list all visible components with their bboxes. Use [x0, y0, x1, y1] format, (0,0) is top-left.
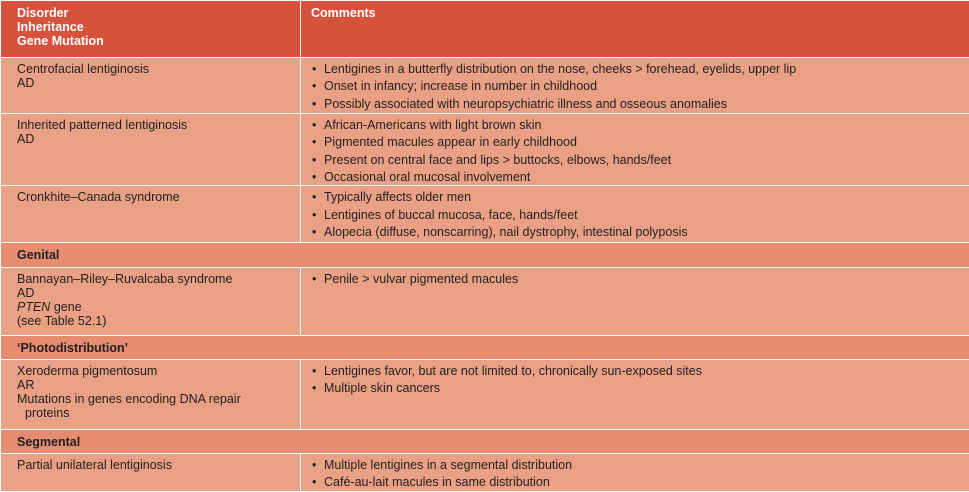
- disorder-cell: [1, 186, 301, 243]
- bullet-icon: •: [312, 381, 316, 395]
- header-row: [1, 1, 969, 58]
- table-row: [1, 359, 969, 429]
- disorder-cell: [1, 267, 301, 335]
- disorder-cell: [1, 58, 301, 114]
- comment-text: Typically affects older men: [324, 190, 471, 204]
- gene-mutation: [17, 300, 294, 314]
- bullet-icon: •: [312, 272, 316, 286]
- disorder-name: Bannayan–Riley–Ruvalcaba syndrome: [17, 272, 294, 286]
- comment-list: [311, 364, 963, 396]
- bullet-icon: •: [312, 118, 316, 132]
- comment-text: Possibly associated with neuropsychiatric illness and osseous anomalies: [324, 97, 727, 111]
- comment-item: [311, 190, 963, 204]
- comment-item: [311, 458, 963, 472]
- comment-text: Café-au-lait macules in same distribution: [324, 475, 550, 489]
- table-row: [1, 58, 969, 114]
- gene-symbol: PTEN: [17, 300, 50, 314]
- comment-item: [311, 97, 963, 111]
- table-row: [1, 453, 969, 491]
- disorder-name: Xeroderma pigmentosum: [17, 364, 294, 378]
- comment-text: Multiple skin cancers: [324, 381, 440, 395]
- gene-word: gene: [54, 300, 82, 314]
- comment-text: Occasional oral mucosal involvement: [324, 170, 530, 184]
- comment-text: Multiple lentigines in a segmental distribution: [324, 458, 572, 472]
- comment-list: [311, 62, 963, 111]
- table-reference: (see Table 52.1): [17, 314, 294, 328]
- disorder-cell: [1, 114, 301, 186]
- comment-item: [311, 381, 963, 395]
- comment-text: African-Americans with light brown skin: [324, 118, 541, 132]
- comment-text: Lentigines in a butterfly distribution on the nose, cheeks > forehead, eyelids, upper lip: [324, 62, 796, 76]
- comment-item: [311, 475, 963, 489]
- comment-text: Lentigines favor, but are not limited to, chronically sun-exposed sites: [324, 364, 702, 378]
- disorder-cell: [1, 453, 301, 491]
- header-disorder-line: Disorder: [17, 6, 294, 20]
- comment-item: [311, 225, 963, 239]
- gene-mutation: Mutations in genes encoding DNA repair: [17, 392, 294, 406]
- section-row: [1, 429, 969, 453]
- bullet-icon: •: [312, 225, 316, 239]
- comment-item: [311, 79, 963, 93]
- bullet-icon: •: [312, 170, 316, 184]
- comment-item: [311, 118, 963, 132]
- bullet-icon: •: [312, 208, 316, 222]
- table-row: [1, 267, 969, 335]
- inheritance: AD: [17, 76, 294, 90]
- bullet-icon: •: [312, 135, 316, 149]
- disorder-name: Cronkhite–Canada syndrome: [17, 190, 294, 204]
- comment-list: [311, 118, 963, 184]
- comment-text: Pigmented macules appear in early childhood: [324, 135, 577, 149]
- comment-item: [311, 153, 963, 167]
- section-row: [1, 335, 969, 359]
- bullet-icon: •: [312, 97, 316, 111]
- comment-item: [311, 62, 963, 76]
- comment-item: [311, 272, 963, 286]
- comment-item: [311, 135, 963, 149]
- bullet-icon: •: [312, 79, 316, 93]
- bullet-icon: •: [312, 153, 316, 167]
- bullet-icon: •: [312, 364, 316, 378]
- header-disorder: [1, 1, 301, 58]
- bullet-icon: •: [312, 190, 316, 204]
- comment-text: Lentigines of buccal mucosa, face, hands/feet: [324, 208, 578, 222]
- comment-text: Penile > vulvar pigmented macules: [324, 272, 518, 286]
- disorder-cell: [1, 359, 301, 429]
- bullet-icon: •: [312, 475, 316, 489]
- inheritance: AD: [17, 286, 294, 300]
- disorder-name: Inherited patterned lentiginosis: [17, 118, 294, 132]
- comment-text: Present on central face and lips > buttocks, elbows, hands/feet: [324, 153, 671, 167]
- inheritance: AD: [17, 132, 294, 146]
- disorder-name: Partial unilateral lentiginosis: [17, 458, 294, 472]
- table-row: [1, 114, 969, 186]
- inheritance: AR: [17, 378, 294, 392]
- table-row: [1, 186, 969, 243]
- gene-mutation-continued: proteins: [17, 406, 294, 420]
- comment-text: Alopecia (diffuse, nonscarring), nail dystrophy, intestinal polyposis: [324, 225, 688, 239]
- comments-cell: [301, 58, 969, 114]
- header-inheritance-line: Inheritance: [17, 20, 294, 34]
- comment-list: [311, 458, 963, 490]
- comments-cell: [301, 359, 969, 429]
- bullet-icon: •: [312, 62, 316, 76]
- comment-list: [311, 272, 963, 286]
- comment-item: [311, 364, 963, 378]
- section-heading-photodistribution: ‘Photodistribution’: [1, 335, 969, 359]
- comment-text: Onset in infancy; increase in number in childhood: [324, 79, 597, 93]
- comment-item: [311, 208, 963, 222]
- comment-list: [311, 190, 963, 239]
- comments-cell: [301, 453, 969, 491]
- header-comments: Comments: [301, 1, 969, 58]
- comments-cell: [301, 114, 969, 186]
- section-row: [1, 243, 969, 267]
- section-heading-segmental: Segmental: [1, 429, 969, 453]
- disorder-name: Centrofacial lentiginosis: [17, 62, 294, 76]
- section-heading-genital: Genital: [1, 243, 969, 267]
- header-gene-mutation-line: Gene Mutation: [17, 34, 294, 48]
- comments-cell: [301, 267, 969, 335]
- bullet-icon: •: [312, 458, 316, 472]
- comments-cell: [301, 186, 969, 243]
- comment-item: [311, 170, 963, 184]
